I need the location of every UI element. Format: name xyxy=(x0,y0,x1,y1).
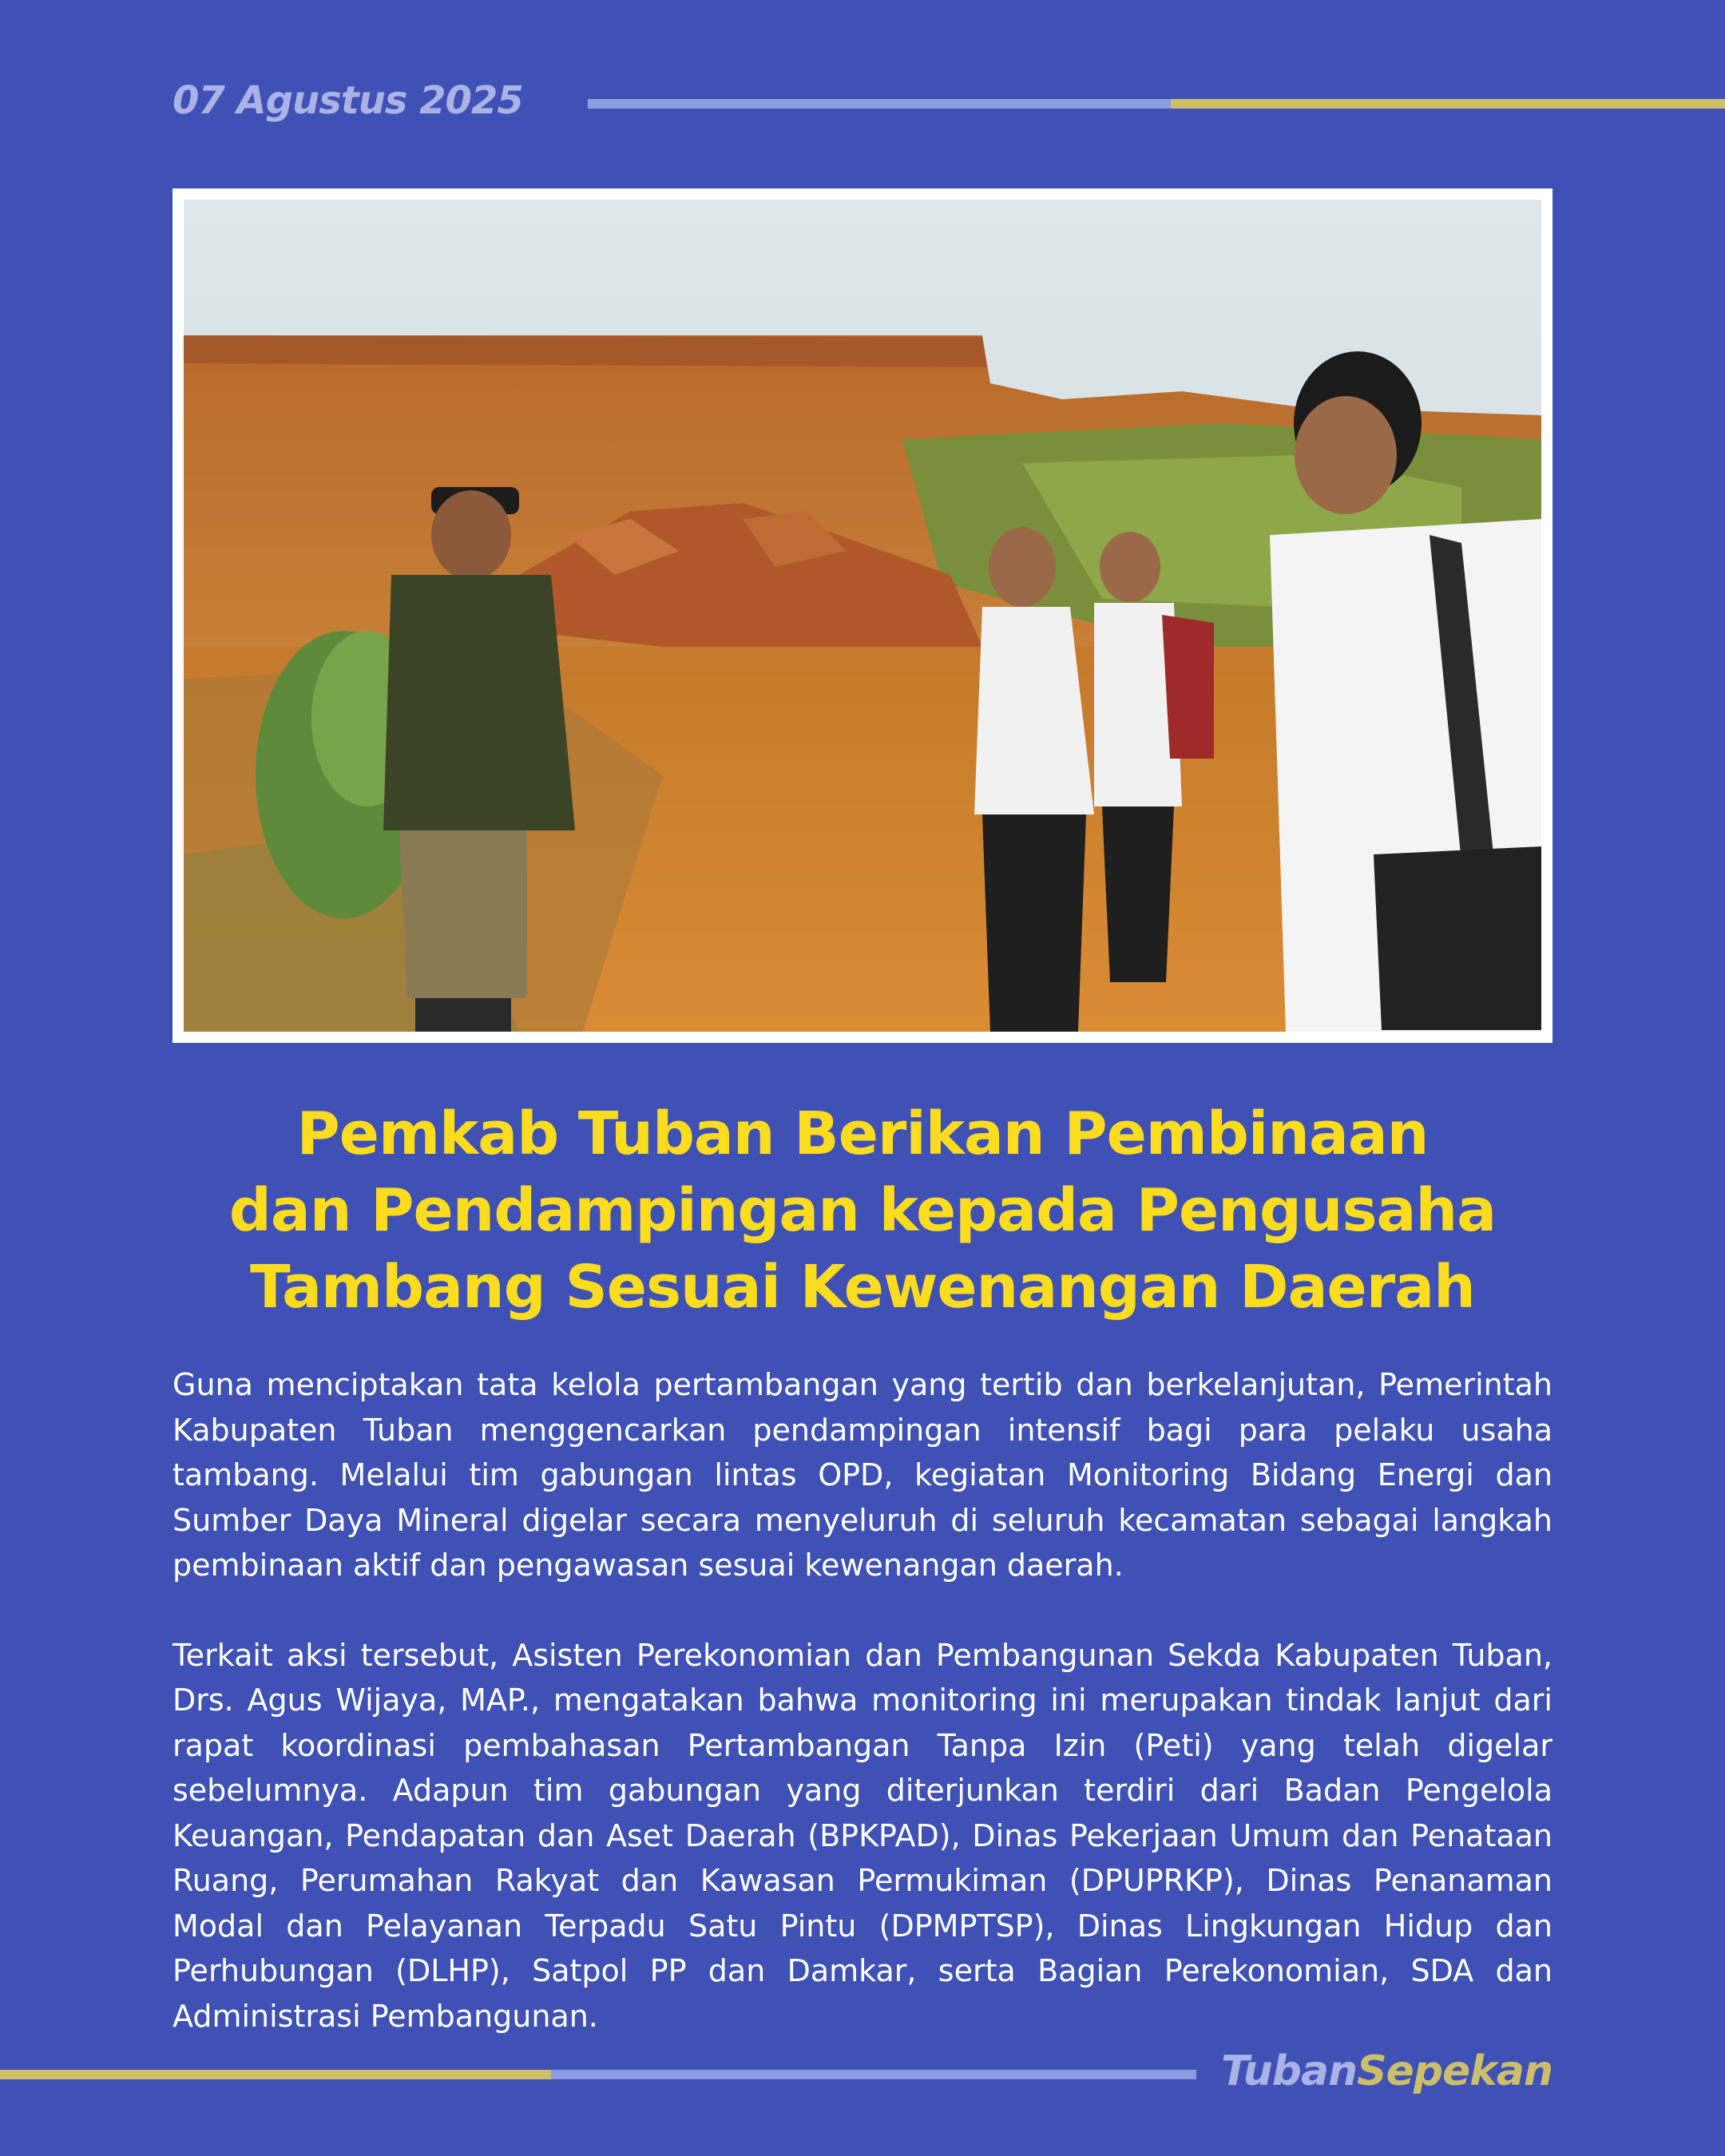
article-title xyxy=(120,1096,1605,1326)
article-body xyxy=(172,1362,1552,2039)
photo-frame xyxy=(172,188,1552,1043)
header-divider-gold xyxy=(1171,99,1725,109)
brand-logo xyxy=(1221,2047,1552,2095)
footer-divider-blue xyxy=(551,2070,1196,2079)
mining-site-photo xyxy=(184,200,1541,1032)
brand-logo-part1: Tuban xyxy=(1220,2047,1358,2095)
article-paragraph: Terkait aksi tersebut, Asisten Perekonomian dan Pembangunan Sekda Kabupaten Tuban, Drs. Agus Wijaya, MAP., mengatakan bahwa monitoring ini merupakan tindak lanjut dari rapat koordinasi pembahasan Pertambangan Tanpa Izin (Peti) yang telah digelar sebelumnya. Adapun tim gabungan yang diterjunkan terdiri dari Badan Pengelola Keuangan, Pendapatan dan Aset Daerah (BPKPAD), Dinas Pekerjaan Umum dan Penataan Ruang, Perumahan Rakyat dan Kawasan Permukiman (DPUPRKP), Dinas Penanaman Modal dan Pelayanan Terpadu Satu Pintu (DPMPTSP), Dinas Lingkungan Hidup dan Perhubungan (DLHP), Satpol PP dan Damkar, serta Bagian Perekonomian, SDA dan Administrasi Pembangunan. xyxy=(172,1637,1552,2034)
brand-logo-part2: Sepekan xyxy=(1357,2047,1552,2095)
article-title-line: Tambang Sesuai Kewenangan Daerah xyxy=(250,1253,1475,1322)
article-title-line: dan Pendampingan kepada Pengusaha xyxy=(228,1176,1497,1245)
post-date: 07 Agustus 2025 xyxy=(172,78,523,123)
article-paragraph: Guna menciptakan tata kelola pertambangan yang tertib dan berkelanjutan, Pemerintah Kabupaten Tuban menggencarkan pendampingan intensif bagi para pelaku usaha tambang. Melalui tim gabungan lintas OPD, kegiatan Monitoring Bidang Energi dan Sumber Daya Mineral digelar secara menyeluruh di seluruh kecamatan sebagai langkah pembinaan aktif dan pengawasan sesuai kewenangan daerah. xyxy=(172,1367,1552,1583)
footer-divider-gold xyxy=(0,2070,551,2079)
article-title-line: Pemkab Tuban Berikan Pembinaan xyxy=(296,1100,1429,1168)
header-divider-blue xyxy=(588,99,1171,109)
